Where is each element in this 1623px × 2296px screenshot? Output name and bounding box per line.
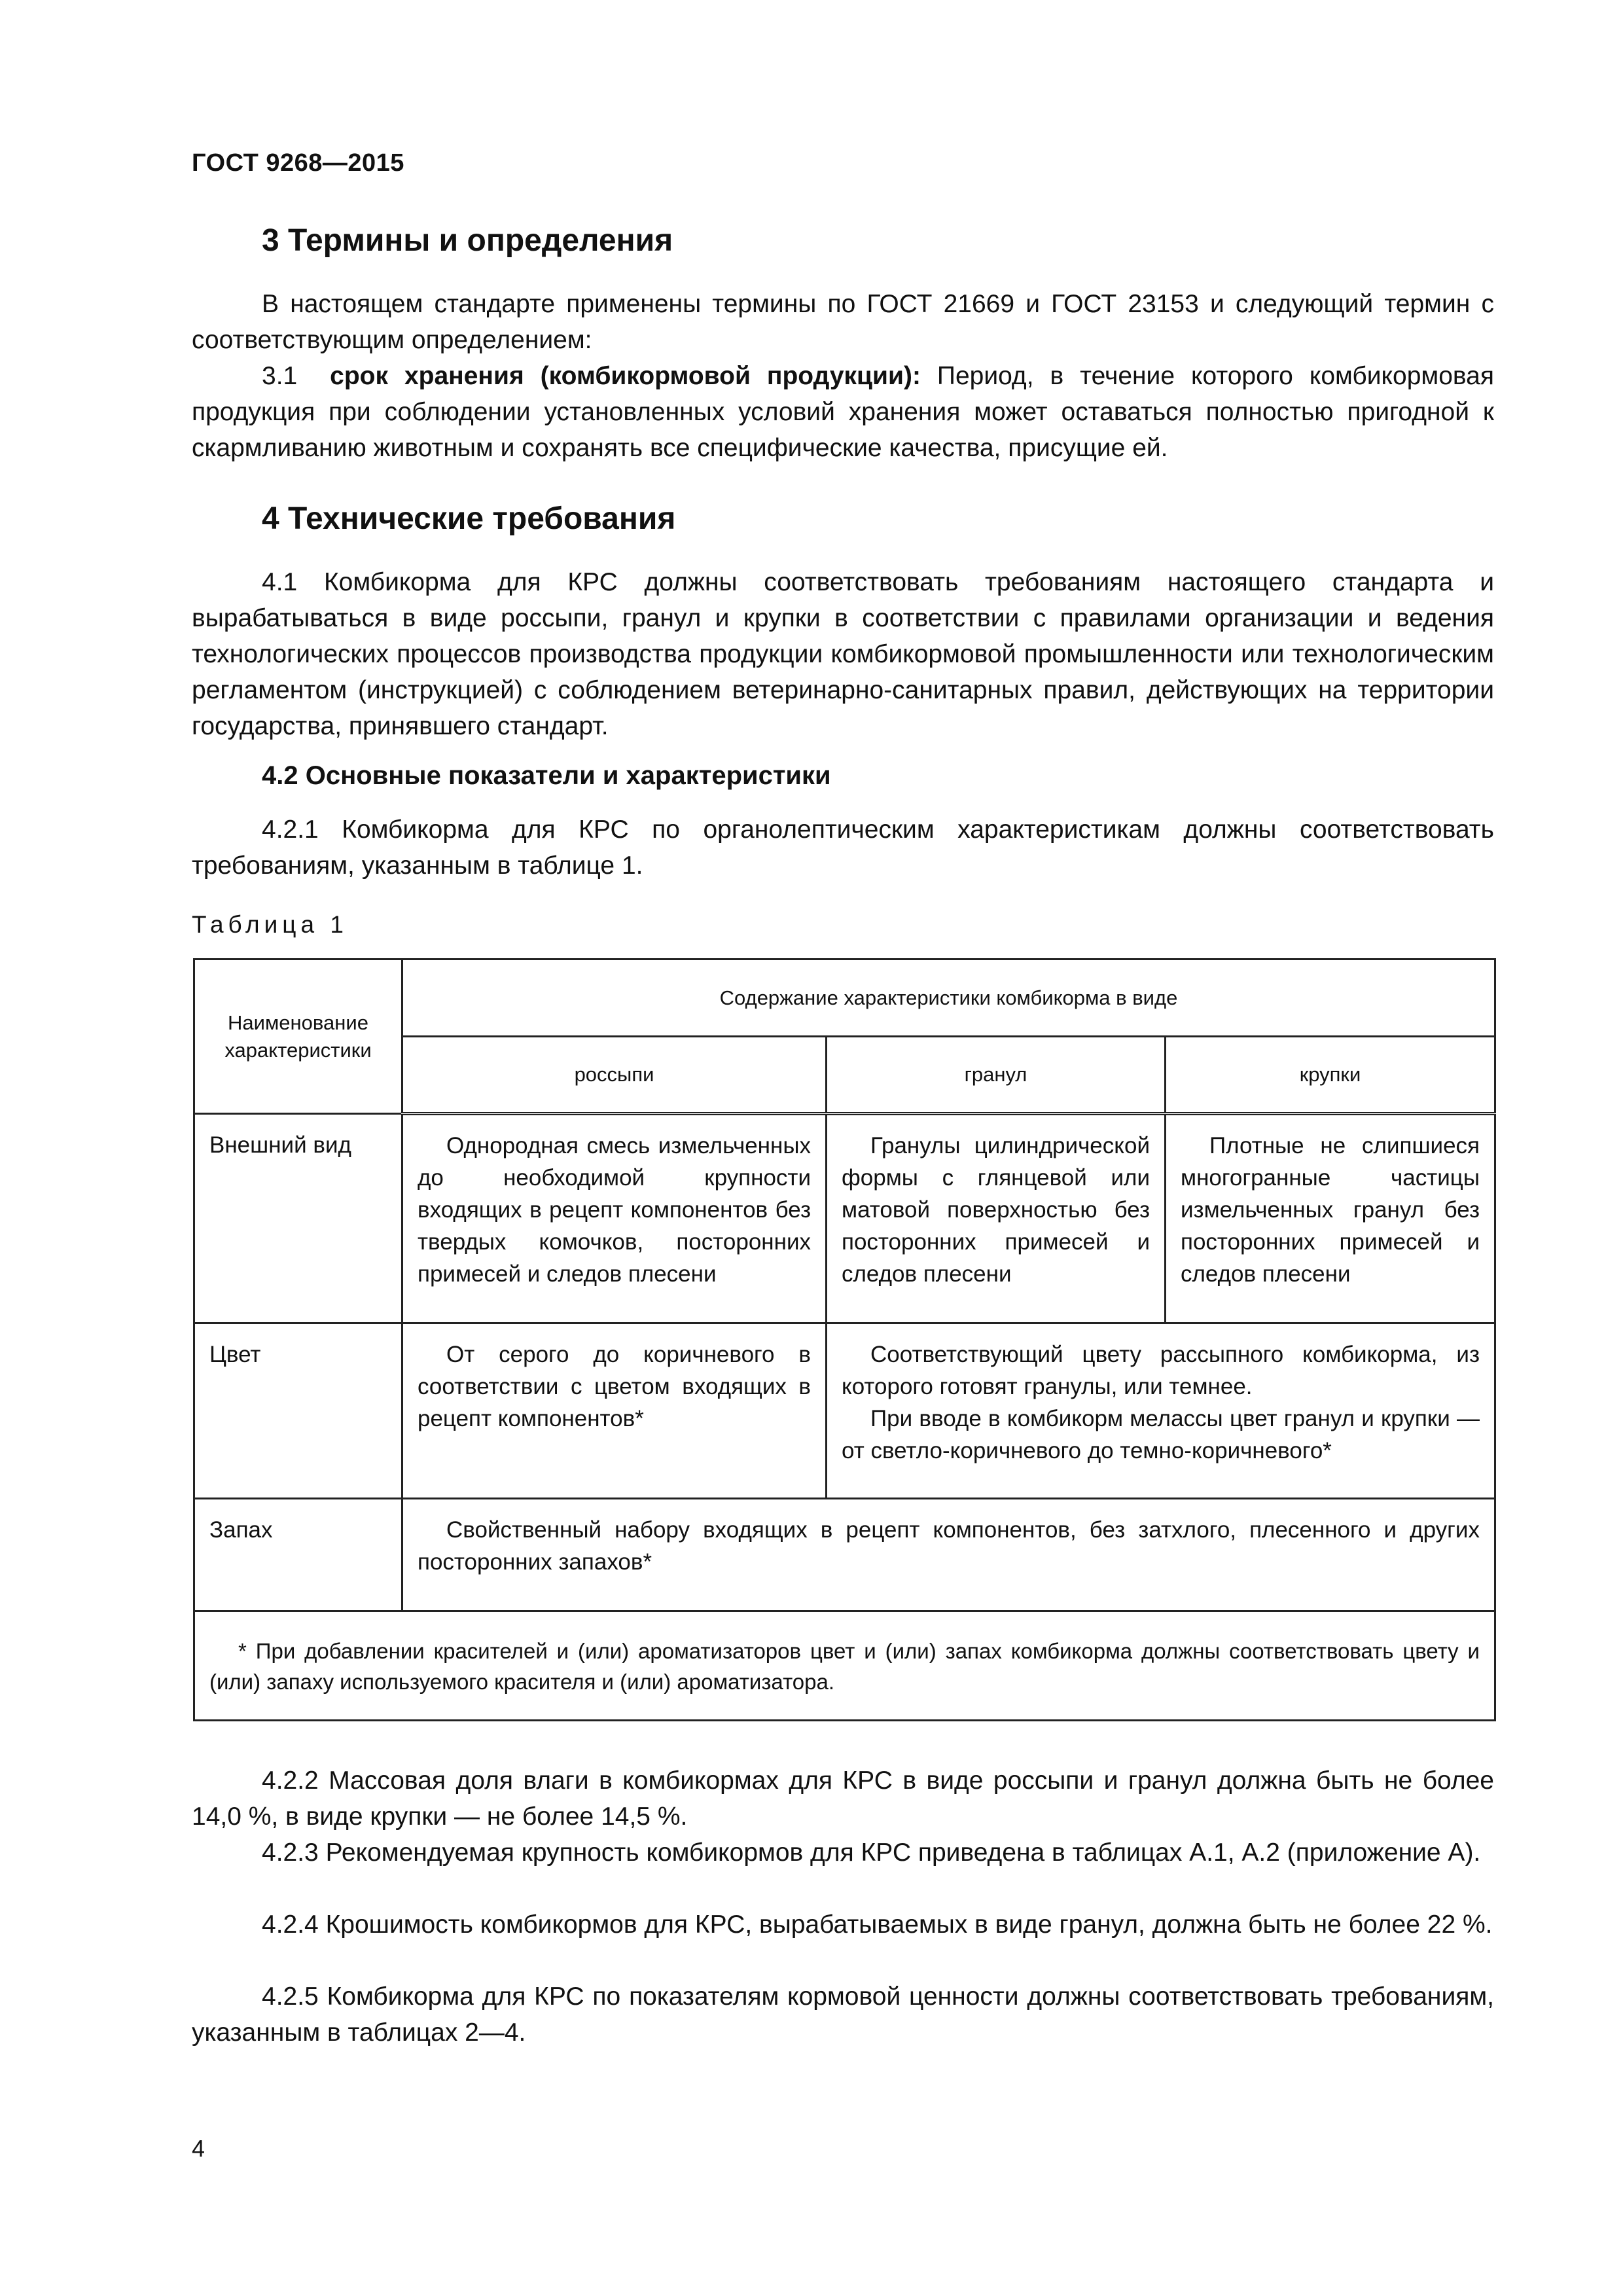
subsection-4-2-heading: 4.2 Основные показатели и характеристики (262, 761, 831, 790)
cell-color-granul-krupki (827, 1323, 1495, 1499)
term-definition: Период, в течение которого комбикормовая продукция при соблюдении установленных условий хранения может оставаться полностью пригодной к скармливанию животным и сохранять все специфические качества, присущие ей. (192, 362, 1494, 462)
table-row-color (194, 1323, 1495, 1499)
paragraph-4-2-4: 4.2.4 Крошимость комбикормов для КРС, вырабатываемых в виде гранул, должна быть не более 22 %. (262, 1910, 1493, 1939)
table-header-name: Наименование характеристики (194, 960, 402, 1114)
page-number: 4 (192, 2135, 205, 2162)
table-row-smell (194, 1499, 1495, 1611)
table-header-granul: гранул (827, 1037, 1166, 1114)
paragraph-4-2-1: 4.2.1 Комбикорма для КРС по органолептическим характеристикам должны соответствовать требованиям, указанным в таблице 1. (192, 816, 1494, 880)
table-header-group: Содержание характеристики комбикорма в виде (402, 960, 1495, 1037)
document-header: ГОСТ 9268—2015 (192, 149, 404, 177)
section-4-heading: 4 Технические требования (262, 501, 676, 536)
table-1 (193, 958, 1496, 1721)
cell-smell-value: Свойственный набору входящих в рецепт компонентов, без затхлого, плесенного и других посторонних запахов* (402, 1499, 1495, 1611)
section-3-intro: В настоящем стандарте применены термины по ГОСТ 21669 и ГОСТ 23153 и следующий термин с соответствующим определением: (192, 290, 1494, 354)
term-name: срок хранения (комбикормовой продукции): (330, 362, 921, 390)
cell-color-rossypi: От серого до коричневого в соответствии с цветом входящих в рецепт компонентов* (402, 1323, 827, 1499)
row-label-smell: Запах (194, 1499, 402, 1611)
section-3-heading: 3 Термины и определения (262, 223, 673, 258)
row-label-color: Цвет (194, 1323, 402, 1499)
table-row-footnote (194, 1611, 1495, 1721)
paragraph-4-2-5: 4.2.5 Комбикорма для КРС по показателям кормовой ценности должны соответствовать требованиям, указанным в таблицах 2—4. (192, 1982, 1494, 2047)
cell-appearance-krupki: Плотные не слипшиеся многогранные частицы измельченных гранул без посторонних примесей и следов плесени (1166, 1114, 1495, 1323)
cell-appearance-granul: Гранулы цилиндрической формы с глянцевой или матовой поверхностью без посторонних примесей и следов плесени (827, 1114, 1166, 1323)
table-row-appearance (194, 1114, 1495, 1323)
table-1-caption: Таблица 1 (192, 911, 348, 938)
table-footnote: * При добавлении красителей и (или) ароматизаторов цвет и (или) запах комбикорма должны соответствовать цвету и (или) запаху используемого красителя и (или) ароматизатора. (194, 1611, 1495, 1721)
paragraph-4-2-3: 4.2.3 Рекомендуемая крупность комбикормов для КРС приведена в таблицах А.1, А.2 (приложение А). (262, 1839, 1481, 1867)
paragraph-4-1: 4.1 Комбикорма для КРС должны соответствовать требованиям настоящего стандарта и вырабатываться в виде россыпи, гранул и крупки в соответствии с правилами организации и ведения технологических процессов производства продукции комбикормовой промышленности или технологическим регламентом (инструкцией) с соблюдением ветеринарно-санитарных правил, действующих на территории государства, принявшего стандарт. (192, 568, 1494, 740)
color-granul-text-1: Соответствующий цвету рассыпного комбикорма, из которого готовят гранулы, или темнее. (842, 1342, 1480, 1399)
term-3-1-paragraph (192, 358, 1494, 466)
table-header-rossypi: россыпи (402, 1037, 827, 1114)
color-granul-text-2: При вводе в комбикорм мелассы цвет гранул и крупки — от светло-коричневого до темно-коричневого* (842, 1406, 1480, 1463)
cell-appearance-rossypi: Однородная смесь измельченных до необходимой крупности входящих в рецепт компонентов без твердых комочков, посторонних примесей и следов плесени (402, 1114, 827, 1323)
term-number: 3.1 (262, 362, 298, 390)
row-label-appearance: Внешний вид (194, 1114, 402, 1323)
paragraph-4-2-2: 4.2.2 Массовая доля влаги в комбикормах для КРС в виде россыпи и гранул должна быть не более 14,0 %, в виде крупки — не более 14,5 %. (192, 1767, 1494, 1831)
table-header-krupki: крупки (1166, 1037, 1495, 1114)
